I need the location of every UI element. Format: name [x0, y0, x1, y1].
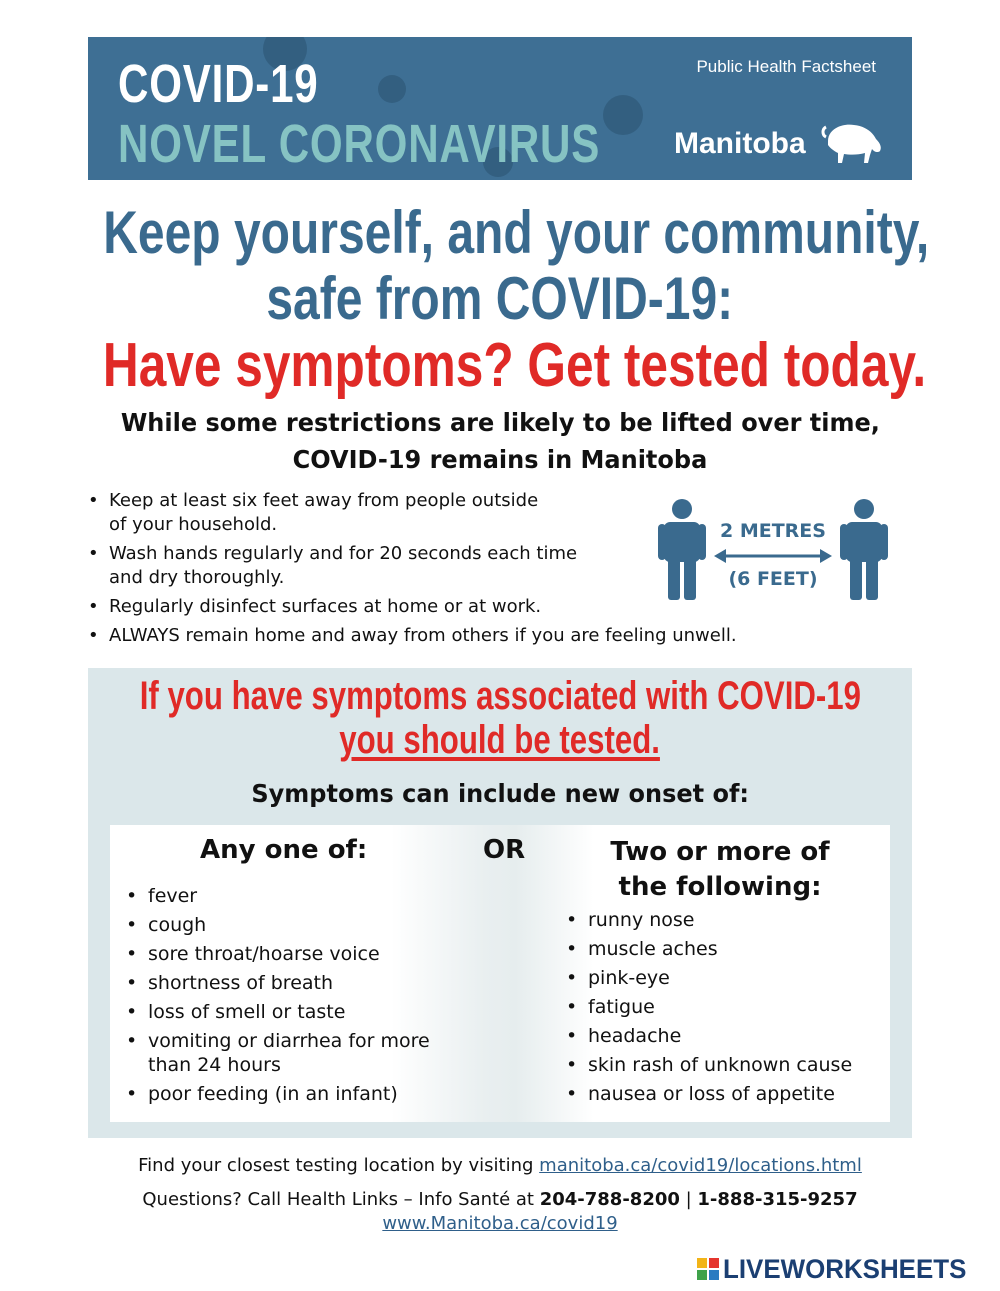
liveworksheets-wordmark: LIVEWORKSHEETS [723, 1254, 967, 1284]
list-item: • muscle aches [566, 937, 886, 961]
list-item: • cough [126, 913, 466, 937]
list-item: • poor feeding (in an infant) [126, 1082, 466, 1106]
list-item: • vomiting or diarrhea for more than 24 hours [126, 1029, 466, 1077]
liveworksheets-logo-icon [697, 1258, 719, 1280]
factsheet-label: Public Health Factsheet [696, 57, 876, 76]
list-item: • runny nose [566, 908, 886, 932]
list-item: • skin rash of unknown cause [566, 1053, 886, 1077]
subheading-line-2: COVID-19 remains in Manitoba [292, 445, 708, 474]
list-item: • fatigue [566, 995, 886, 1019]
list-item: • headache [566, 1024, 886, 1048]
phone-number-local[interactable]: 204-788-8200 [539, 1189, 680, 1210]
or-divider-label: OR [483, 835, 526, 865]
list-item: • shortness of breath [126, 971, 466, 995]
virus-decoration-icon [378, 75, 406, 103]
testing-location-line [0, 1155, 1000, 1176]
banner-title: COVID-19 [118, 54, 319, 114]
questions-prefix: Questions? Call Health Links – Info Santé at [142, 1189, 540, 1210]
symptoms-heading: If you have symptoms associated with COVID-19 [139, 674, 861, 718]
two-or-more-heading: Two or more of the following: [610, 837, 830, 902]
website-link[interactable]: www.Manitoba.ca/covid19 [382, 1213, 618, 1234]
list-item: • Keep at least six feet away from people outside of your household. [88, 489, 613, 537]
list-item: • nausea or loss of appetite [566, 1082, 886, 1106]
person-icon [840, 498, 888, 600]
double-arrow-icon [714, 548, 832, 564]
list-item: • ALWAYS remain home and away from others if you are feeling unwell. [88, 624, 808, 648]
locations-link[interactable]: manitoba.ca/covid19/locations.html [539, 1155, 862, 1176]
list-item: • loss of smell or taste [126, 1000, 466, 1024]
person-icon [658, 498, 706, 600]
physical-distance-graphic [658, 498, 888, 608]
phone-number-tollfree[interactable]: 1-888-315-9257 [697, 1189, 858, 1210]
symptoms-subheading: Symptoms can include new onset of: [251, 779, 749, 808]
phone-separator: | [679, 1189, 698, 1210]
virus-decoration-icon [603, 95, 643, 135]
symptoms-heading-emphasis: you should be tested. [339, 718, 661, 762]
headline-line-2: safe from COVID-19: [266, 265, 734, 332]
headline-call-to-action: Have symptoms? Get tested today. [102, 331, 927, 400]
bison-icon [820, 121, 884, 165]
single-symptom-list [126, 884, 466, 1111]
list-item: • Wash hands regularly and for 20 seconds each time and dry thoroughly. [88, 542, 613, 590]
any-one-of-heading: Any one of: [200, 835, 368, 865]
header-banner [88, 37, 912, 180]
multiple-symptom-list [566, 908, 886, 1111]
distance-metres-label: 2 METRES [720, 520, 826, 542]
list-item: • fever [126, 884, 466, 908]
subheading-line-1: While some restrictions are likely to be lifted over time, [120, 408, 880, 437]
list-item: • pink-eye [566, 966, 886, 990]
list-item: • sore throat/hoarse voice [126, 942, 466, 966]
headline-line-1: Keep yourself, and your community, [103, 199, 930, 266]
locations-prefix: Find your closest testing location by visiting [138, 1155, 540, 1176]
questions-line [0, 1189, 1000, 1210]
website-line [0, 1213, 1000, 1234]
banner-subtitle: NOVEL CORONAVIRUS [118, 114, 601, 174]
list-item: • Regularly disinfect surfaces at home or at work. [88, 595, 808, 619]
manitoba-logo: Manitoba [674, 127, 806, 160]
distance-feet-label: (6 FEET) [728, 568, 818, 590]
